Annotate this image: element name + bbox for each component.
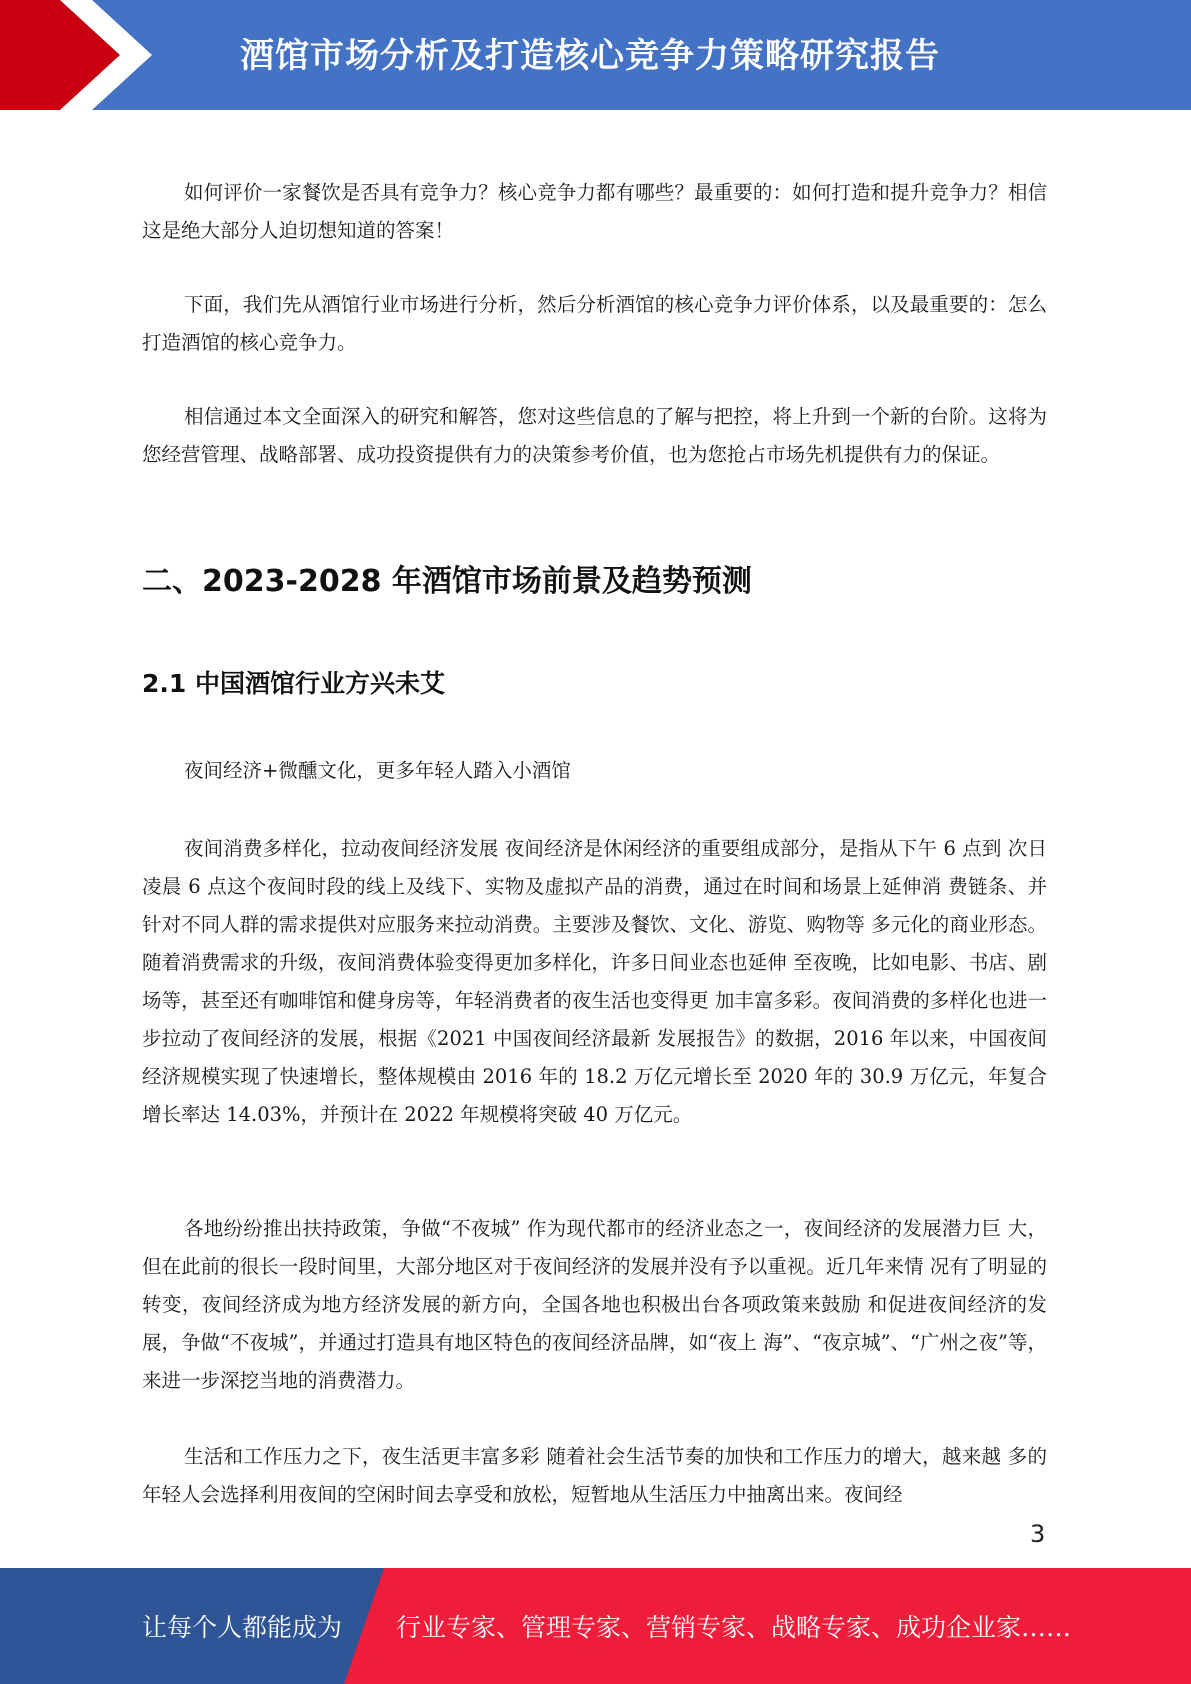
footer-slogan-right: 行业专家、管理专家、营销专家、战略专家、成功企业家…… (396, 1613, 1072, 1642)
subsection-paragraph-4: 生活和工作压力之下，夜生活更丰富多彩 随着社会生活节奏的加快和工作压力的增大，越来越 多的年轻人会选择利用夜间的空闲时间去享受和放松，短暂地从生活压力中抽离出来。夜间经 (142, 1445, 1047, 1506)
intro-paragraph-2: 下面，我们先从酒馆行业市场进行分析，然后分析酒馆的核心竞争力评价体系，以及最重要的：怎么打造酒馆的核心竞争力。 (142, 293, 1047, 354)
footer-banner (0, 1568, 1191, 1684)
footer-slogan-left: 让每个人都能成为 (142, 1613, 343, 1642)
subsection-paragraph-1: 夜间经济+微醺文化，更多年轻人踏入小酒馆 (184, 759, 571, 782)
section-heading: 二、2023-2028 年酒馆市场前景及趋势预测 (142, 564, 752, 599)
subsection-paragraph-3: 各地纷纷推出扶持政策，争做“不夜城” 作为现代都市的经济业态之一，夜间经济的发展潜力巨 大，但在此前的很长一段时间里，大部分地区对于夜间经济的发展并没有予以重视。近几年来情 况有了明显的转变，夜间经济成为地方经济发展的新方向，全国各地也积极出台各项政策来鼓励 和促进夜间经济的发展，争做“不夜城”，并通过打造具有地区特色的夜间经济品牌，如“夜上 海”、“夜京城”、“广州之夜”等，来进一步深挖当地的消费潜力。 (142, 1217, 1047, 1392)
subsection-paragraph-2: 夜间消费多样化，拉动夜间经济发展 夜间经济是休闲经济的重要组成部分，是指从下午 6 点到 次日凌晨 6 点这个夜间时段的线上及线下、实物及虚拟产品的消费，通过在时间和场景上延伸消 费链条、并针对不同人群的需求提供对应服务来拉动消费。主要涉及餐饮、文化、游览、购物等 多元化的商业形态。随着消费需求的升级，夜间消费体验变得更加多样化，许多日间业态也延伸 至夜晚，比如电影、书店、剧场等，甚至还有咖啡馆和健身房等，年轻消费者的夜生活也变得更 加丰富多彩。夜间消费的多样化也进一步拉动了夜间经济的发展，根据《2021 中国夜间经济最新 发展报告》的数据，2016 年以来，中国夜间经济规模实现了快速增长，整体规模由 2016 年的 18.2 万亿元增长至 2020 年的 30.9 万亿元，年复合增长率达 14.03%，并预计在 2022 年规模将突破 40 万亿元。 (142, 837, 1047, 1126)
intro-paragraph-1: 如何评价一家餐饮是否具有竞争力？核心竞争力都有哪些？最重要的：如何打造和提升竞争力？相信这是绝大部分人迫切想知道的答案！ (142, 181, 1047, 242)
page-number: 3 (1030, 1520, 1046, 1548)
header-banner (0, 0, 1191, 110)
subsection-heading: 2.1 中国酒馆行业方兴未艾 (142, 669, 445, 698)
intro-paragraph-3: 相信通过本文全面深入的研究和解答，您对这些信息的了解与把控，将上升到一个新的台阶。这将为您经营管理、战略部署、成功投资提供有力的决策参考价值，也为您抢占市场先机提供有力的保证。 (142, 405, 1047, 466)
report-title: 酒馆市场分析及打造核心竞争力策略研究报告 (240, 36, 940, 76)
